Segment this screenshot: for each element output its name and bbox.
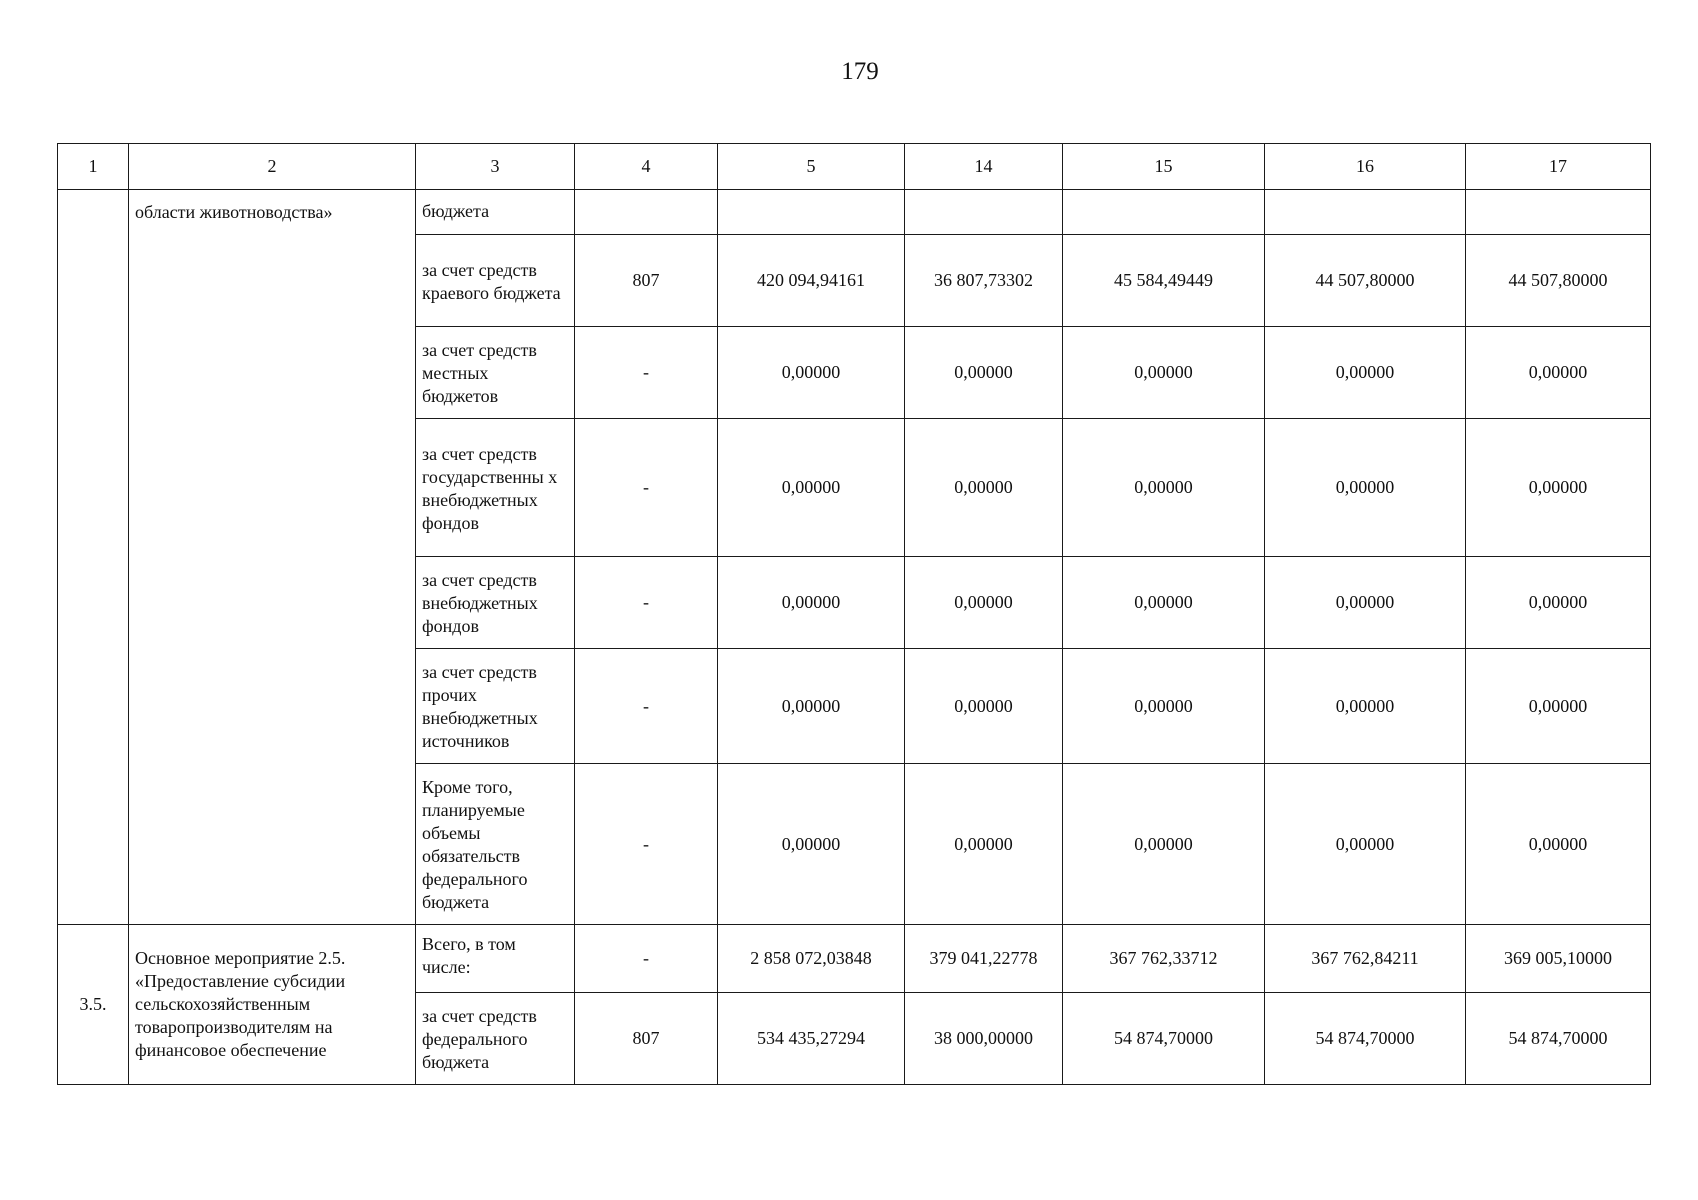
value-cell: 0,00000 <box>1466 327 1651 419</box>
funding-source-cell: за счет средств прочих внебюджетных источников <box>416 649 575 764</box>
funding-source-cell: за счет средств государственны х внебюджетных фондов <box>416 419 575 557</box>
code-cell: - <box>575 419 718 557</box>
funding-source-cell: за счет средств федерального бюджета <box>416 993 575 1085</box>
value-cell: 0,00000 <box>905 764 1063 925</box>
column-number-header: 16 <box>1265 144 1466 190</box>
value-cell <box>1265 190 1466 235</box>
value-cell: 367 762,33712 <box>1063 925 1265 993</box>
value-cell: 54 874,70000 <box>1265 993 1466 1085</box>
value-cell: 420 094,94161 <box>718 235 905 327</box>
funding-source-cell: бюджета <box>416 190 575 235</box>
event-name-cell: области животноводства» <box>129 190 416 925</box>
value-cell: 0,00000 <box>1063 764 1265 925</box>
column-number-header: 1 <box>58 144 129 190</box>
funding-source-cell: за счет средств краевого бюджета <box>416 235 575 327</box>
value-cell: 2 858 072,03848 <box>718 925 905 993</box>
value-cell: 0,00000 <box>905 557 1063 649</box>
value-cell: 0,00000 <box>1466 649 1651 764</box>
value-cell: 0,00000 <box>905 419 1063 557</box>
value-cell <box>1063 190 1265 235</box>
value-cell: 0,00000 <box>718 649 905 764</box>
code-cell: - <box>575 327 718 419</box>
column-number-header: 15 <box>1063 144 1265 190</box>
value-cell: 0,00000 <box>905 327 1063 419</box>
table-row <box>58 925 1651 993</box>
code-cell: - <box>575 649 718 764</box>
value-cell: 379 041,22778 <box>905 925 1063 993</box>
value-cell: 0,00000 <box>1466 764 1651 925</box>
value-cell: 369 005,10000 <box>1466 925 1651 993</box>
value-cell: 0,00000 <box>1265 419 1466 557</box>
value-cell: 0,00000 <box>1063 327 1265 419</box>
value-cell <box>1466 190 1651 235</box>
code-cell <box>575 190 718 235</box>
value-cell: 44 507,80000 <box>1265 235 1466 327</box>
column-number-header-row <box>58 144 1651 190</box>
page-number: 179 <box>841 58 879 85</box>
column-number-header: 14 <box>905 144 1063 190</box>
event-name-cell: Основное мероприятие 2.5. «Предоставление субсидии сельскохозяйственным товаропроизводителям на финансовое обеспечение <box>129 925 416 1085</box>
row-number-cell <box>58 190 129 925</box>
value-cell: 0,00000 <box>1063 649 1265 764</box>
value-cell: 0,00000 <box>1063 419 1265 557</box>
value-cell: 0,00000 <box>1265 327 1466 419</box>
code-cell: - <box>575 925 718 993</box>
funding-source-cell: Всего, в том числе: <box>416 925 575 993</box>
column-number-header: 4 <box>575 144 718 190</box>
value-cell: 0,00000 <box>1265 764 1466 925</box>
code-cell: - <box>575 557 718 649</box>
code-cell: 807 <box>575 993 718 1085</box>
value-cell: 0,00000 <box>718 327 905 419</box>
table-row <box>58 190 1651 235</box>
budget-table <box>57 143 1651 1085</box>
value-cell <box>905 190 1063 235</box>
value-cell: 38 000,00000 <box>905 993 1063 1085</box>
value-cell: 0,00000 <box>1063 557 1265 649</box>
funding-source-cell: за счет средств внебюджетных фондов <box>416 557 575 649</box>
value-cell: 0,00000 <box>1466 557 1651 649</box>
code-cell: - <box>575 764 718 925</box>
value-cell: 534 435,27294 <box>718 993 905 1085</box>
column-number-header: 2 <box>129 144 416 190</box>
code-cell: 807 <box>575 235 718 327</box>
value-cell: 44 507,80000 <box>1466 235 1651 327</box>
value-cell: 54 874,70000 <box>1063 993 1265 1085</box>
value-cell: 45 584,49449 <box>1063 235 1265 327</box>
column-number-header: 17 <box>1466 144 1651 190</box>
funding-source-cell: Кроме того, планируемые объемы обязательств федерального бюджета <box>416 764 575 925</box>
value-cell: 0,00000 <box>905 649 1063 764</box>
funding-source-cell: за счет средств местных бюджетов <box>416 327 575 419</box>
value-cell: 0,00000 <box>1265 557 1466 649</box>
row-number-cell: 3.5. <box>58 925 129 1085</box>
value-cell: 0,00000 <box>718 557 905 649</box>
column-number-header: 3 <box>416 144 575 190</box>
value-cell: 54 874,70000 <box>1466 993 1651 1085</box>
value-cell: 0,00000 <box>718 419 905 557</box>
column-number-header: 5 <box>718 144 905 190</box>
value-cell: 0,00000 <box>1265 649 1466 764</box>
value-cell: 0,00000 <box>718 764 905 925</box>
value-cell: 367 762,84211 <box>1265 925 1466 993</box>
value-cell: 36 807,73302 <box>905 235 1063 327</box>
value-cell: 0,00000 <box>1466 419 1651 557</box>
value-cell <box>718 190 905 235</box>
